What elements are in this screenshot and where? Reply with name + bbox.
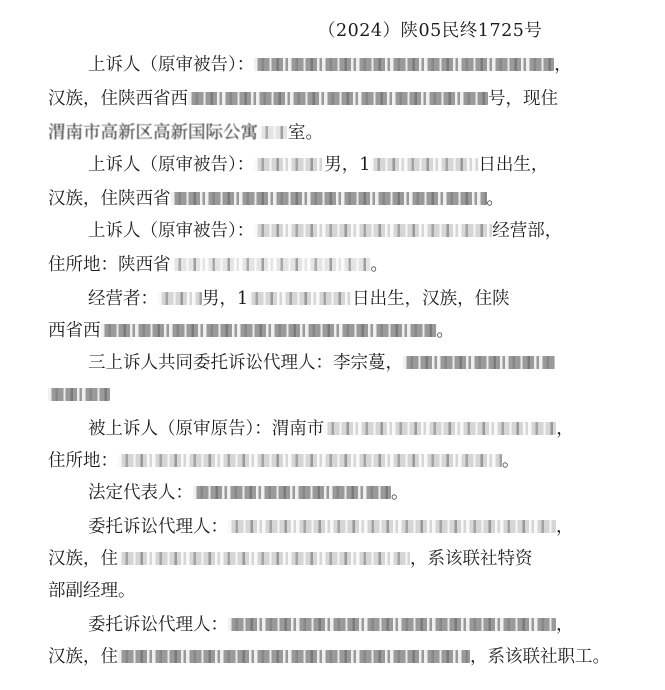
- operator-line-2: [48, 318, 454, 345]
- redaction-block: [258, 126, 288, 139]
- agent-2-position: ，系该联社职工。: [470, 647, 610, 667]
- punctuation: 。: [486, 189, 504, 209]
- agent-1-line-3: [48, 578, 136, 605]
- redaction-block: [370, 158, 478, 171]
- redaction-block: [188, 92, 488, 105]
- appellant-3-role: 上诉人（原审被告）：: [88, 221, 255, 241]
- appellant-3-line-2: [48, 252, 388, 279]
- redaction-block: [403, 356, 555, 369]
- operator-label: 经营者：: [88, 289, 158, 309]
- redaction-block: [118, 552, 410, 565]
- redaction-block: [248, 292, 352, 305]
- appellee-line-1: [88, 416, 574, 443]
- redaction-block: [324, 422, 556, 435]
- appellant-1-line-2: [48, 86, 558, 113]
- appellant-1-role: 上诉人（原审被告）：: [88, 55, 255, 75]
- redaction-block: [118, 454, 502, 467]
- redaction-block: [254, 224, 492, 237]
- punctuation: 。: [436, 321, 454, 341]
- joint-agent-line-1: [88, 350, 555, 377]
- appellant-2-birth-suffix: 日出生，: [478, 155, 549, 175]
- appellee-domicile-label: 住所地：: [48, 451, 118, 471]
- punctuation: 室。: [288, 123, 323, 143]
- appellant-1-address-suffix: 号，现住: [488, 89, 558, 109]
- appellant-2-gender-birth: 男，1: [324, 155, 371, 175]
- appellant-2-line-2: [48, 186, 504, 213]
- appellant-3-business-type: 经营部，: [492, 221, 563, 241]
- redaction-block: [158, 292, 202, 305]
- redaction-block: [118, 650, 470, 663]
- agent-1-label: 委托诉讼代理人：: [88, 517, 228, 537]
- agent-2-line-1: [88, 612, 574, 639]
- redaction-block: [254, 58, 554, 71]
- appellee-role: 被上诉人（原审原告）：渭南市: [88, 419, 325, 439]
- punctuation: ，: [554, 55, 572, 75]
- appellant-3-line-1: [88, 218, 562, 245]
- case-number: （2024）陕05民终1725号: [318, 21, 543, 41]
- redaction-block: [228, 618, 556, 631]
- appellant-2-role: 上诉人（原审被告）：: [88, 155, 255, 175]
- punctuation: 。: [370, 255, 388, 275]
- legal-rep-label: 法定代表人：: [88, 483, 193, 503]
- punctuation: ，: [556, 615, 574, 635]
- agent-1-line-1: [88, 514, 574, 541]
- appellee-line-2: [48, 448, 520, 475]
- redaction-block: [171, 258, 371, 271]
- redaction-block: [193, 486, 391, 499]
- punctuation: ，: [556, 419, 574, 439]
- operator-birth-suffix: 日出生，汉族，住陕: [352, 289, 510, 309]
- appellant-2-address-prefix: 汉族，住陕西省: [48, 189, 171, 209]
- agent-1-position: ，系该联社特资: [410, 549, 533, 569]
- appellant-1-line-1: [88, 52, 572, 79]
- joint-agent-label: 三上诉人共同委托诉讼代理人：李宗蔓，: [88, 353, 403, 373]
- operator-address-prefix: 西省西: [48, 321, 101, 341]
- agent-2-address-prefix: 汉族，住: [48, 647, 118, 667]
- redaction-block: [171, 192, 487, 205]
- agent-2-line-2: [48, 644, 610, 671]
- redaction-block: [101, 324, 437, 337]
- operator-gender-birth: 男，1: [202, 289, 249, 309]
- appellant-2-line-1: [88, 152, 548, 179]
- redaction-block: [48, 388, 110, 401]
- operator-line-1: [88, 286, 510, 313]
- redaction-block: [254, 158, 324, 171]
- agent-2-label: 委托诉讼代理人：: [88, 615, 228, 635]
- appellant-1-address-prefix: 汉族，住陕西省西: [48, 89, 188, 109]
- legal-rep-line: [88, 480, 409, 507]
- agent-1-address-prefix: 汉族，住: [48, 549, 118, 569]
- redaction-block: [228, 520, 556, 533]
- joint-agent-line-2: [48, 382, 110, 409]
- punctuation: ，: [556, 517, 574, 537]
- appellant-1-residence: 渭南市高新区高新国际公寓: [48, 123, 258, 143]
- agent-1-position-suffix: 部副经理。: [48, 581, 136, 601]
- appellant-3-domicile: 住所地：陕西省: [48, 255, 171, 275]
- punctuation: 。: [391, 483, 409, 503]
- punctuation: 。: [502, 451, 520, 471]
- appellant-1-line-3: [48, 120, 323, 147]
- agent-1-line-2: [48, 546, 533, 573]
